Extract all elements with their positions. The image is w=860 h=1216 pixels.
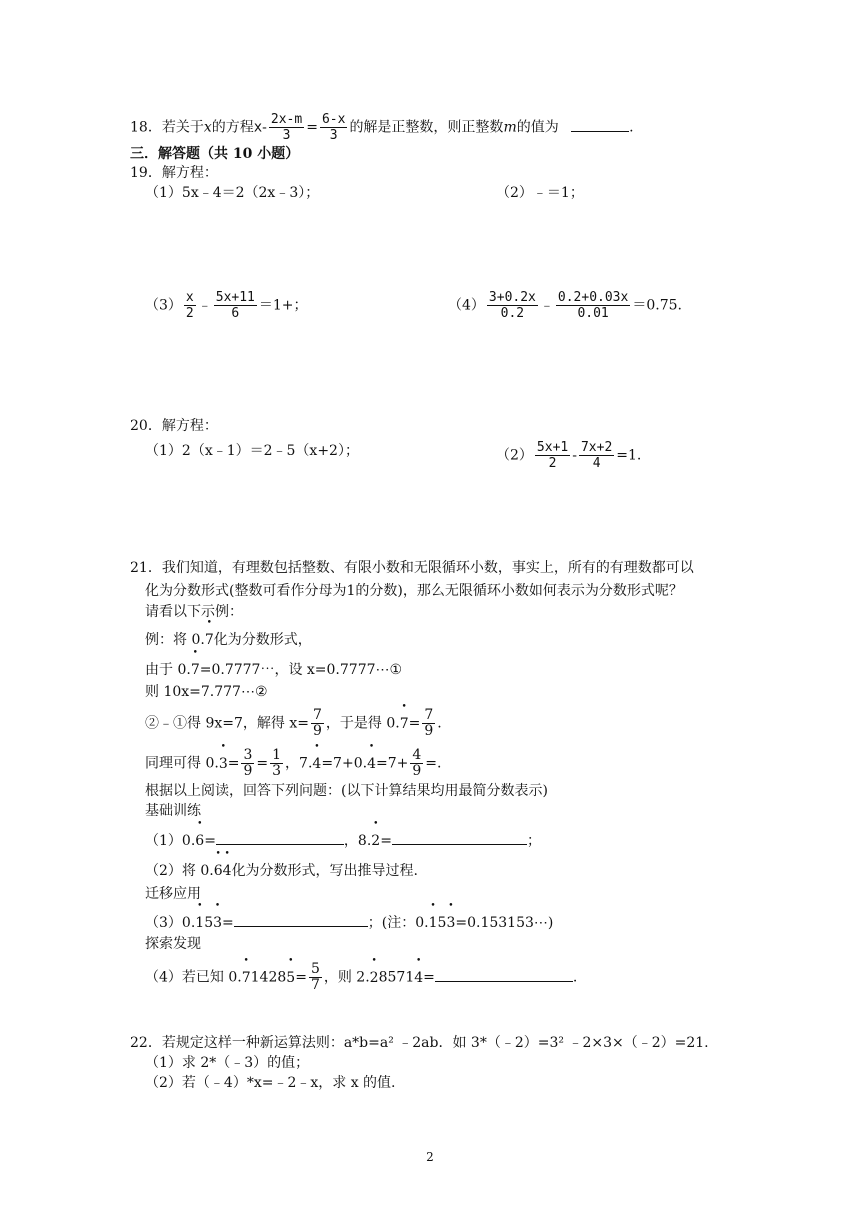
q19-title: 19．解方程： <box>130 165 218 181</box>
q18-fraction-2: $\frac{6-x}{3}$ <box>321 112 346 143</box>
q21-explore-heading: 探索发现 <box>145 936 201 952</box>
q21-example-1: 例：将 0.• 7化为分数形式， <box>145 630 312 650</box>
q19-part-4: （4） $\frac{3+0.2x}{0.2}$ ﹣ $\frac{0.2+0.03x}{0.01}$ ＝0.75. <box>448 290 682 321</box>
q21-blank-1[interactable] <box>216 830 344 845</box>
q22-part-2: （2）若（﹣4）*x=﹣2﹣x，求 x 的值. <box>145 1075 396 1091</box>
q19-part-3: （3） $\frac{x}{2}$ ﹣ $\frac{5x+11}{6}$ ＝1+； <box>145 290 308 321</box>
q21-blank-2[interactable] <box>392 830 527 845</box>
q21-example-4: ②﹣①得 9x=7，解得 x= $\frac{7}{9}$ ，于是得 0.• 7= $\frac{7}{9}$ . <box>145 708 442 739</box>
q19-part-1: （1）5x﹣4＝2（2x﹣3）； <box>145 185 320 201</box>
q21-intro-2: 化为分数形式(整数可看作分母为1的分数)，那么无限循环小数如何表示为分数形式呢？ <box>145 583 683 599</box>
q20-title: 20．解方程： <box>130 418 218 434</box>
q21-basic-heading: 基础训练 <box>145 803 201 819</box>
q20-part-1: （1）2（x﹣1）＝2﹣5（x+2）； <box>145 443 359 459</box>
q19-part-2: （2）﹣＝1； <box>496 185 584 201</box>
q21-intro-3: 请看以下示例： <box>145 604 243 620</box>
q21-example-5: 同理可得 0.• 3= $\frac{3}{9}$ = $\frac{1}{3}$ ，7.• 4=7+0.• 4=7+ $\frac{4}{9}$ =. <box>145 748 441 779</box>
q22-line-1: 22．若规定这样一种新运算法则：a*b=a² ﹣2ab．如 3*（﹣2）=3² ﹣2×3×（﹣2）=21. <box>130 1035 709 1051</box>
q21-part-2: （2）将 0.• 6• 4化为分数形式，写出推导过程. <box>145 861 418 881</box>
q21-intro-1: 21．我们知道，有理数包括整数、有限小数和无限循环小数，事实上，所有的有理数都可以 <box>130 560 694 576</box>
q21-instruction: 根据以上阅读，回答下列问题：(以下计算结果均用最简分数表示) <box>145 783 548 799</box>
q18-line: 18．若关于x的方程x- $\frac{2x-m}{3}$ = $\frac{6-x}{3}$ 的解是正整数，则正整数m的值为 . <box>130 112 634 143</box>
q21-part-3: （3）0.• 15• 3= ；(注：0.• 15• 3=0.153153⋯) <box>145 912 553 933</box>
page-number: 2 <box>426 1150 434 1164</box>
q21-example-2: 由于 0.• 7=0.7777⋯，设 x=0.7777⋯① <box>145 660 402 680</box>
q21-part-4: （4）若已知 0.• 71428• 5= $\frac{5}{7}$ ，则 2.• 28571• 4= . <box>145 962 577 993</box>
q21-part-1: （1）0.• 6= ，8.• 2= ； <box>145 830 541 851</box>
q21-blank-3[interactable] <box>234 912 368 927</box>
section-heading: 三．解答题（共 10 小题） <box>130 146 300 162</box>
q18-answer-blank[interactable] <box>571 117 629 132</box>
q22-part-1: （1）求 2*（﹣3）的值； <box>145 1055 310 1071</box>
q20-part-2: （2） $\frac{5x+1}{2}$ - $\frac{7x+2}{4}$ =1. <box>496 440 642 471</box>
q21-blank-4[interactable] <box>435 967 573 982</box>
q21-transfer-heading: 迁移应用 <box>145 886 201 902</box>
q18-fraction-1: $\frac{2x-m}{3}$ <box>270 112 303 143</box>
q21-example-3: 则 10x=7.777⋯② <box>145 684 268 700</box>
